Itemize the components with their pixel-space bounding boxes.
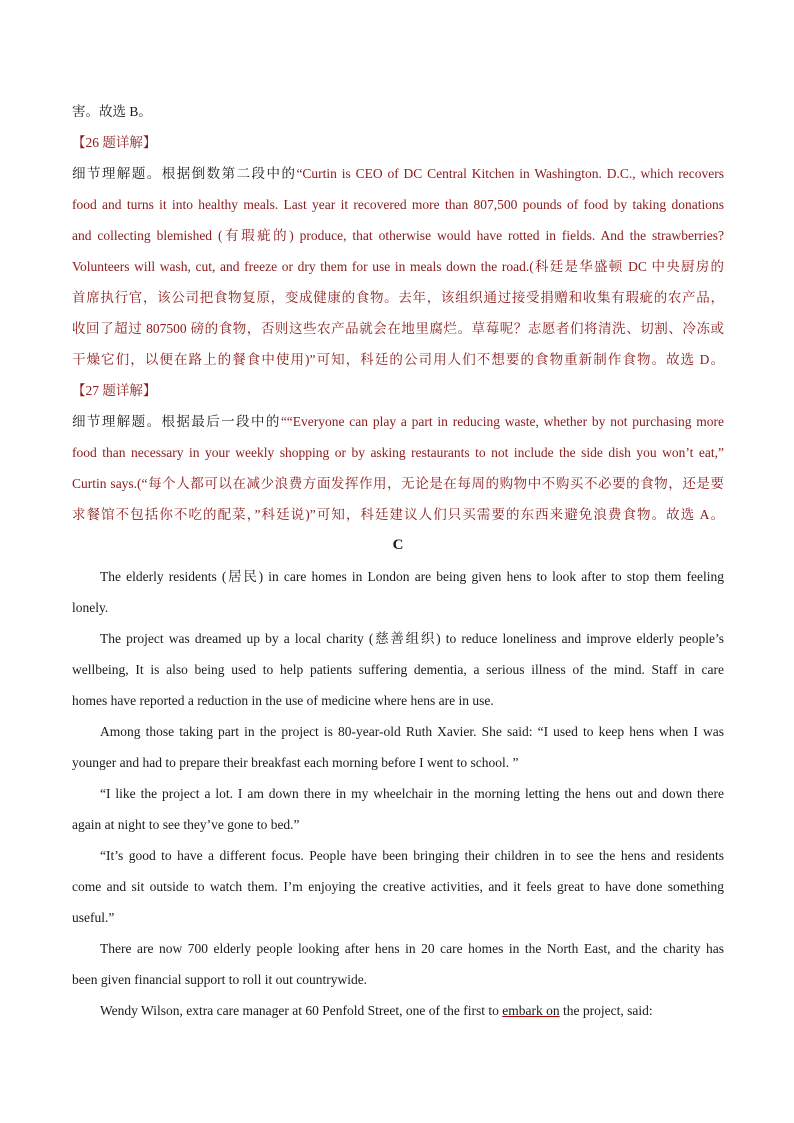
q26-line-4: Volunteers will wash, cut, and freeze or dry them for use in meals down the road.(科廷是华盛顿 DC 中央厨房的	[72, 259, 724, 274]
passage-p1-l2: lonely.	[72, 600, 109, 615]
section-heading: C	[392, 537, 404, 553]
passage-p6-l2: been given financial support to roll it out countrywide.	[72, 972, 368, 987]
passage-p2-l3: homes have reported a reduction in the use of medicine where hens are in use.	[72, 693, 494, 708]
q26-line-7: 干燥它们，以便在路上的餐食中使用)”可知，科廷的公司用人们不想要的食物重新制作食物。故选 D。	[72, 352, 724, 367]
q26-line-1	[72, 158, 724, 189]
underlined-phrase: embark on	[502, 1003, 560, 1018]
q26-prefix: 细节理解题。根据倒数第二段中的	[72, 166, 297, 181]
passage-p5-l3: useful.”	[72, 910, 115, 925]
passage-p1-l1: The elderly residents (居民) in care homes in London are being given hens to look after to stop them feeling	[100, 569, 724, 584]
passage-p7-text-b: the project, said:	[559, 1003, 653, 1018]
q27-quote-1: ““Everyone can play a part in reducing waste, whether by not purchasing more	[280, 414, 725, 429]
q26-line-3: and collecting blemished (有瑕疵的) produce, that otherwise would have rotted in fields. And the strawberries?	[72, 228, 724, 243]
passage-p2-l1: The project was dreamed up by a local charity (慈善组织) to reduce loneliness and improve elderly people’s	[100, 631, 724, 646]
passage-p6-l1: There are now 700 elderly people looking after hens in 20 care homes in the North East, and the charity has	[100, 941, 724, 956]
q26-line-5: 首席执行官，该公司把食物复原，变成健康的食物。去年，该组织通过接受捐赠和收集有瑕疵的农产品，	[72, 290, 724, 305]
q27-line-4: 求餐馆不包括你不吃的配菜，”科廷说)”可知，科廷建议人们只买需要的东西来避免浪费食物。故选 A。	[72, 507, 724, 522]
q27-line-2: food than necessary in your weekly shopping or by asking restaurants to not include the side dish you won’t eat,”	[72, 445, 724, 460]
q27-line-3: Curtin says.(“每个人都可以在减少浪费方面发挥作用，无论是在每周的购物中不购买不必要的食物，还是要	[72, 476, 724, 491]
passage-p2-l2: wellbeing, It is also being used to help patients suffering dementia, a serious illness of the mind. Staff in care	[72, 662, 724, 677]
q26-line-2: food and turns it into healthy meals. Last year it recovered more than 807,500 pounds of food by taking donations	[72, 197, 724, 212]
q26-heading: 【26 题详解】	[72, 135, 157, 150]
passage-p7-text-a: Wendy Wilson, extra care manager at 60 Penfold Street, one of the first to	[100, 1003, 503, 1018]
q27-prefix: 细节理解题。根据最后一段中的	[72, 414, 281, 429]
passage-p7-l1	[72, 995, 724, 1026]
answer-tail: 害。故选 B。	[72, 104, 152, 119]
q27-line-1	[72, 406, 724, 437]
passage-p4-l2: again at night to see they’ve gone to bed.”	[72, 817, 300, 832]
passage-p5-l1: “It’s good to have a different focus. People have been bringing their children in to see the hens and residents	[100, 848, 724, 863]
document-page	[72, 96, 724, 1026]
q26-quote-1: “Curtin is CEO of DC Central Kitchen in Washington. D.C., which recovers	[296, 166, 724, 181]
passage-p5-l2: come and sit outside to watch them. I’m enjoying the creative activities, and it feels great to have done something	[72, 879, 724, 894]
q26-line-6: 收回了超过 807500 磅的食物，否则这些农产品就会在地里腐烂。草莓呢？志愿者们将清洗、切割、冷冻或	[72, 321, 724, 336]
passage-p4-l1: “I like the project a lot. I am down there in my wheelchair in the morning letting the hens out and down there	[100, 786, 724, 801]
passage-p3-l2: younger and had to prepare their breakfast each morning before I went to school. ”	[72, 755, 519, 770]
passage-p3-l1: Among those taking part in the project is 80-year-old Ruth Xavier. She said: “I used to keep hens when I was	[100, 724, 724, 739]
q27-heading: 【27 题详解】	[72, 383, 157, 398]
